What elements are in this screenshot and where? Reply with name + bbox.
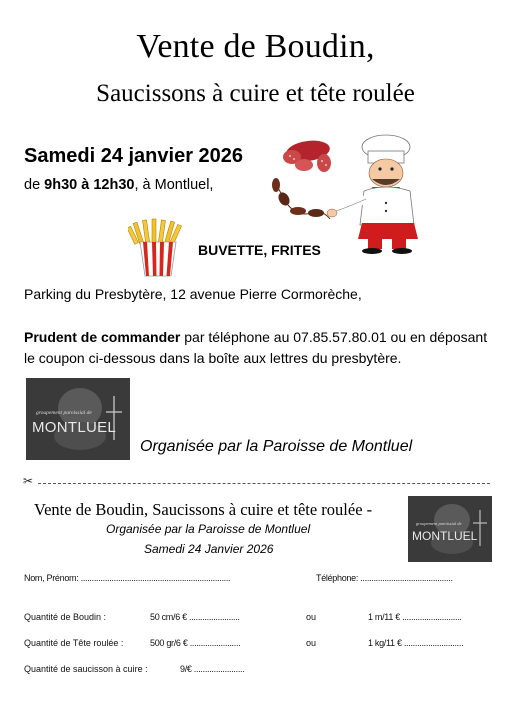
chef-illustration (268, 133, 448, 255)
buvette-label: BUVETTE, FRITES (198, 242, 321, 258)
tete-roulee-1kg-field[interactable]: 1 kg/11 € ........................... (368, 638, 464, 648)
logo-small-text: groupement paroissial de (416, 521, 462, 526)
parish-logo-small (408, 496, 492, 562)
phone-field[interactable]: Téléphone: .......................................... (316, 573, 453, 583)
or-text: ou (306, 638, 317, 648)
logo-small-text: groupement paroissial de (36, 410, 92, 416)
tete-roulee-500g-field[interactable]: 500 gr/6 € ....................... (150, 638, 241, 648)
organizer-text: Organisée par la Paroisse de Montluel (140, 438, 413, 455)
saucisson-label: Quantité de saucisson à cuire : (24, 664, 148, 674)
or-text: ou (306, 612, 317, 622)
coupon-title: Vente de Boudin, Saucissons à cuire et tête roulée - (34, 500, 373, 519)
event-time-range: 9h30 à 12h30 (44, 177, 135, 193)
page-title: Vente de Boudin, (136, 28, 375, 65)
scissors-icon: ✂ (23, 474, 34, 488)
tete-roulee-label: Quantité de Tête roulée : (24, 638, 124, 648)
event-location: Parking du Presbytère, 12 avenue Pierre Cormorèche, (24, 286, 362, 302)
name-field[interactable]: Nom, Prénom: .................................................................... (24, 573, 231, 583)
boudin-label: Quantité de Boudin : (24, 612, 107, 622)
parish-logo (26, 378, 130, 460)
order-instructions: Prudent de commander par téléphone au 07.85.57.80.01 ou en déposant le coupon ci-dessous dans la boîte aux lettres du presbytère. (24, 329, 488, 366)
cut-line (38, 483, 490, 484)
saucisson-field[interactable]: 9/€ ....................... (180, 664, 245, 674)
coupon-organizer: Organisée par la Paroisse de Montluel (106, 522, 311, 536)
logo-main-text: MONTLUEL (412, 529, 478, 543)
fries-icon (128, 218, 188, 278)
page-subtitle: Saucissons à cuire et tête roulée (96, 80, 415, 107)
logo-main-text: MONTLUEL (32, 419, 117, 436)
event-date: Samedi 24 janvier 2026 (24, 145, 244, 167)
event-time: de 9h30 à 12h30, à Montluel, (24, 177, 214, 193)
boudin-half-field[interactable]: 50 cm/6 € ....................... (150, 612, 240, 622)
boudin-meter-field[interactable]: 1 m/11 € ........................... (368, 612, 462, 622)
coupon-date: Samedi 24 Janvier 2026 (144, 542, 274, 556)
